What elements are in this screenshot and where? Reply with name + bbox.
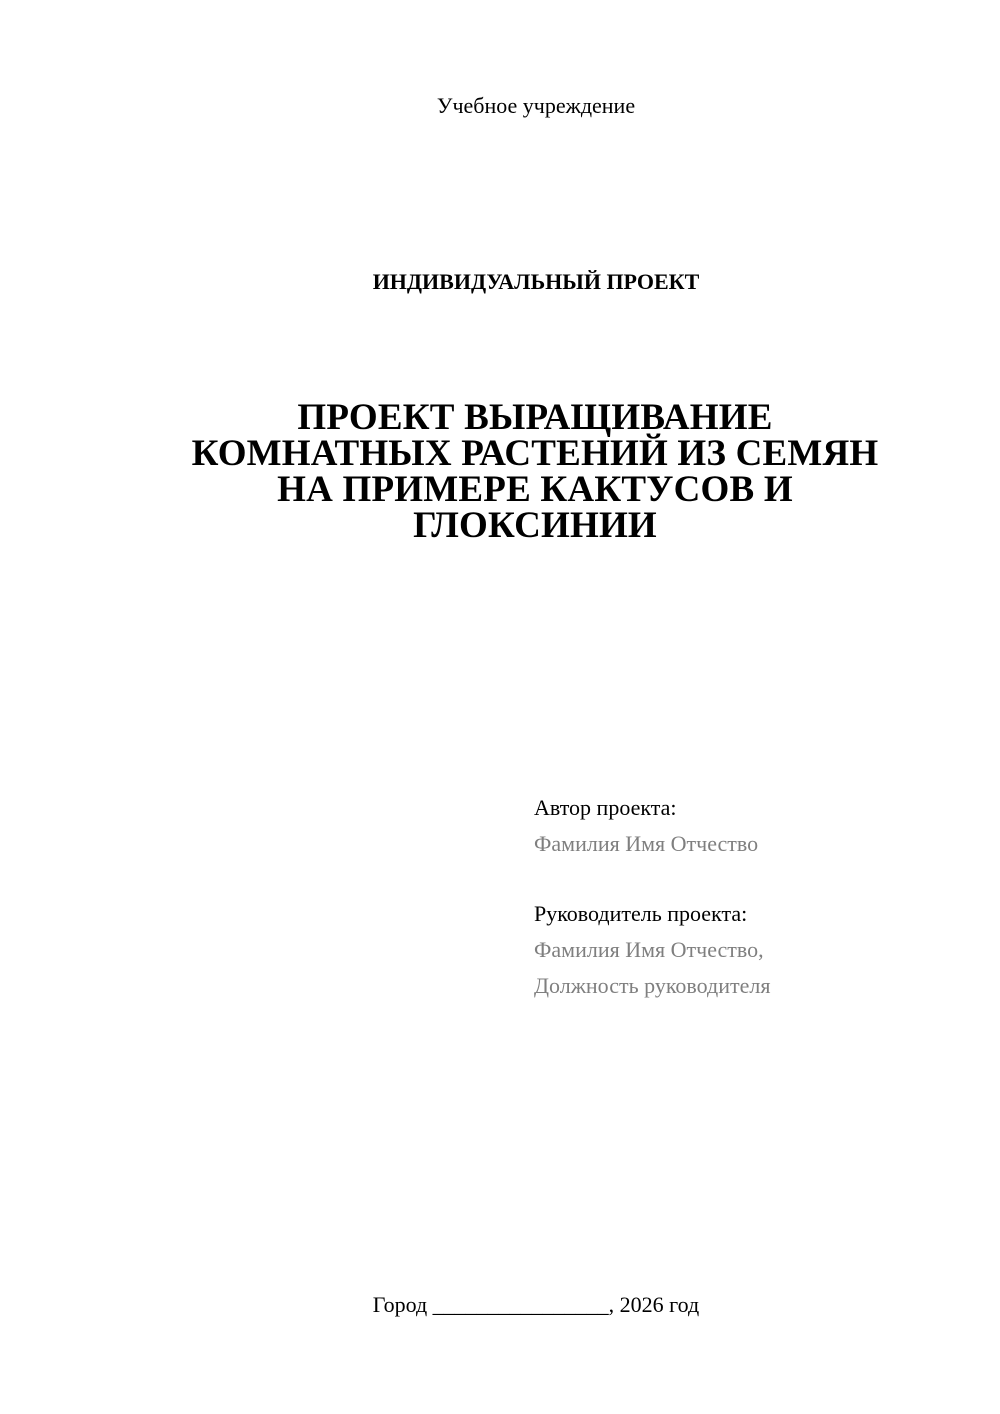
project-title-line: КОМНАТНЫХ РАСТЕНИЙ ИЗ СЕМЯН: [191, 433, 879, 474]
project-title-line: ГЛОКСИНИИ: [413, 505, 657, 546]
city-year-line: Город ________________, 2026 год: [372, 1292, 700, 1317]
supervisor-label: Руководитель проекта:: [534, 901, 748, 926]
project-title-line: НА ПРИМЕРЕ КАКТУСОВ И: [277, 469, 793, 510]
supervisor-position: Должность руководителя: [534, 973, 771, 998]
author-label: Автор проекта:: [534, 795, 677, 820]
supervisor-name: Фамилия Имя Отчество,: [534, 937, 764, 962]
project-title-line: ПРОЕКТ ВЫРАЩИВАНИЕ: [297, 397, 773, 438]
author-name: Фамилия Имя Отчество: [534, 831, 759, 856]
project-title: [160, 397, 910, 546]
institution-name: Учебное учреждение: [436, 93, 636, 118]
authors-block: [534, 790, 954, 1004]
project-type-heading: ИНДИВИДУАЛЬНЫЙ ПРОЕКТ: [372, 269, 700, 294]
spacer: [534, 862, 954, 896]
